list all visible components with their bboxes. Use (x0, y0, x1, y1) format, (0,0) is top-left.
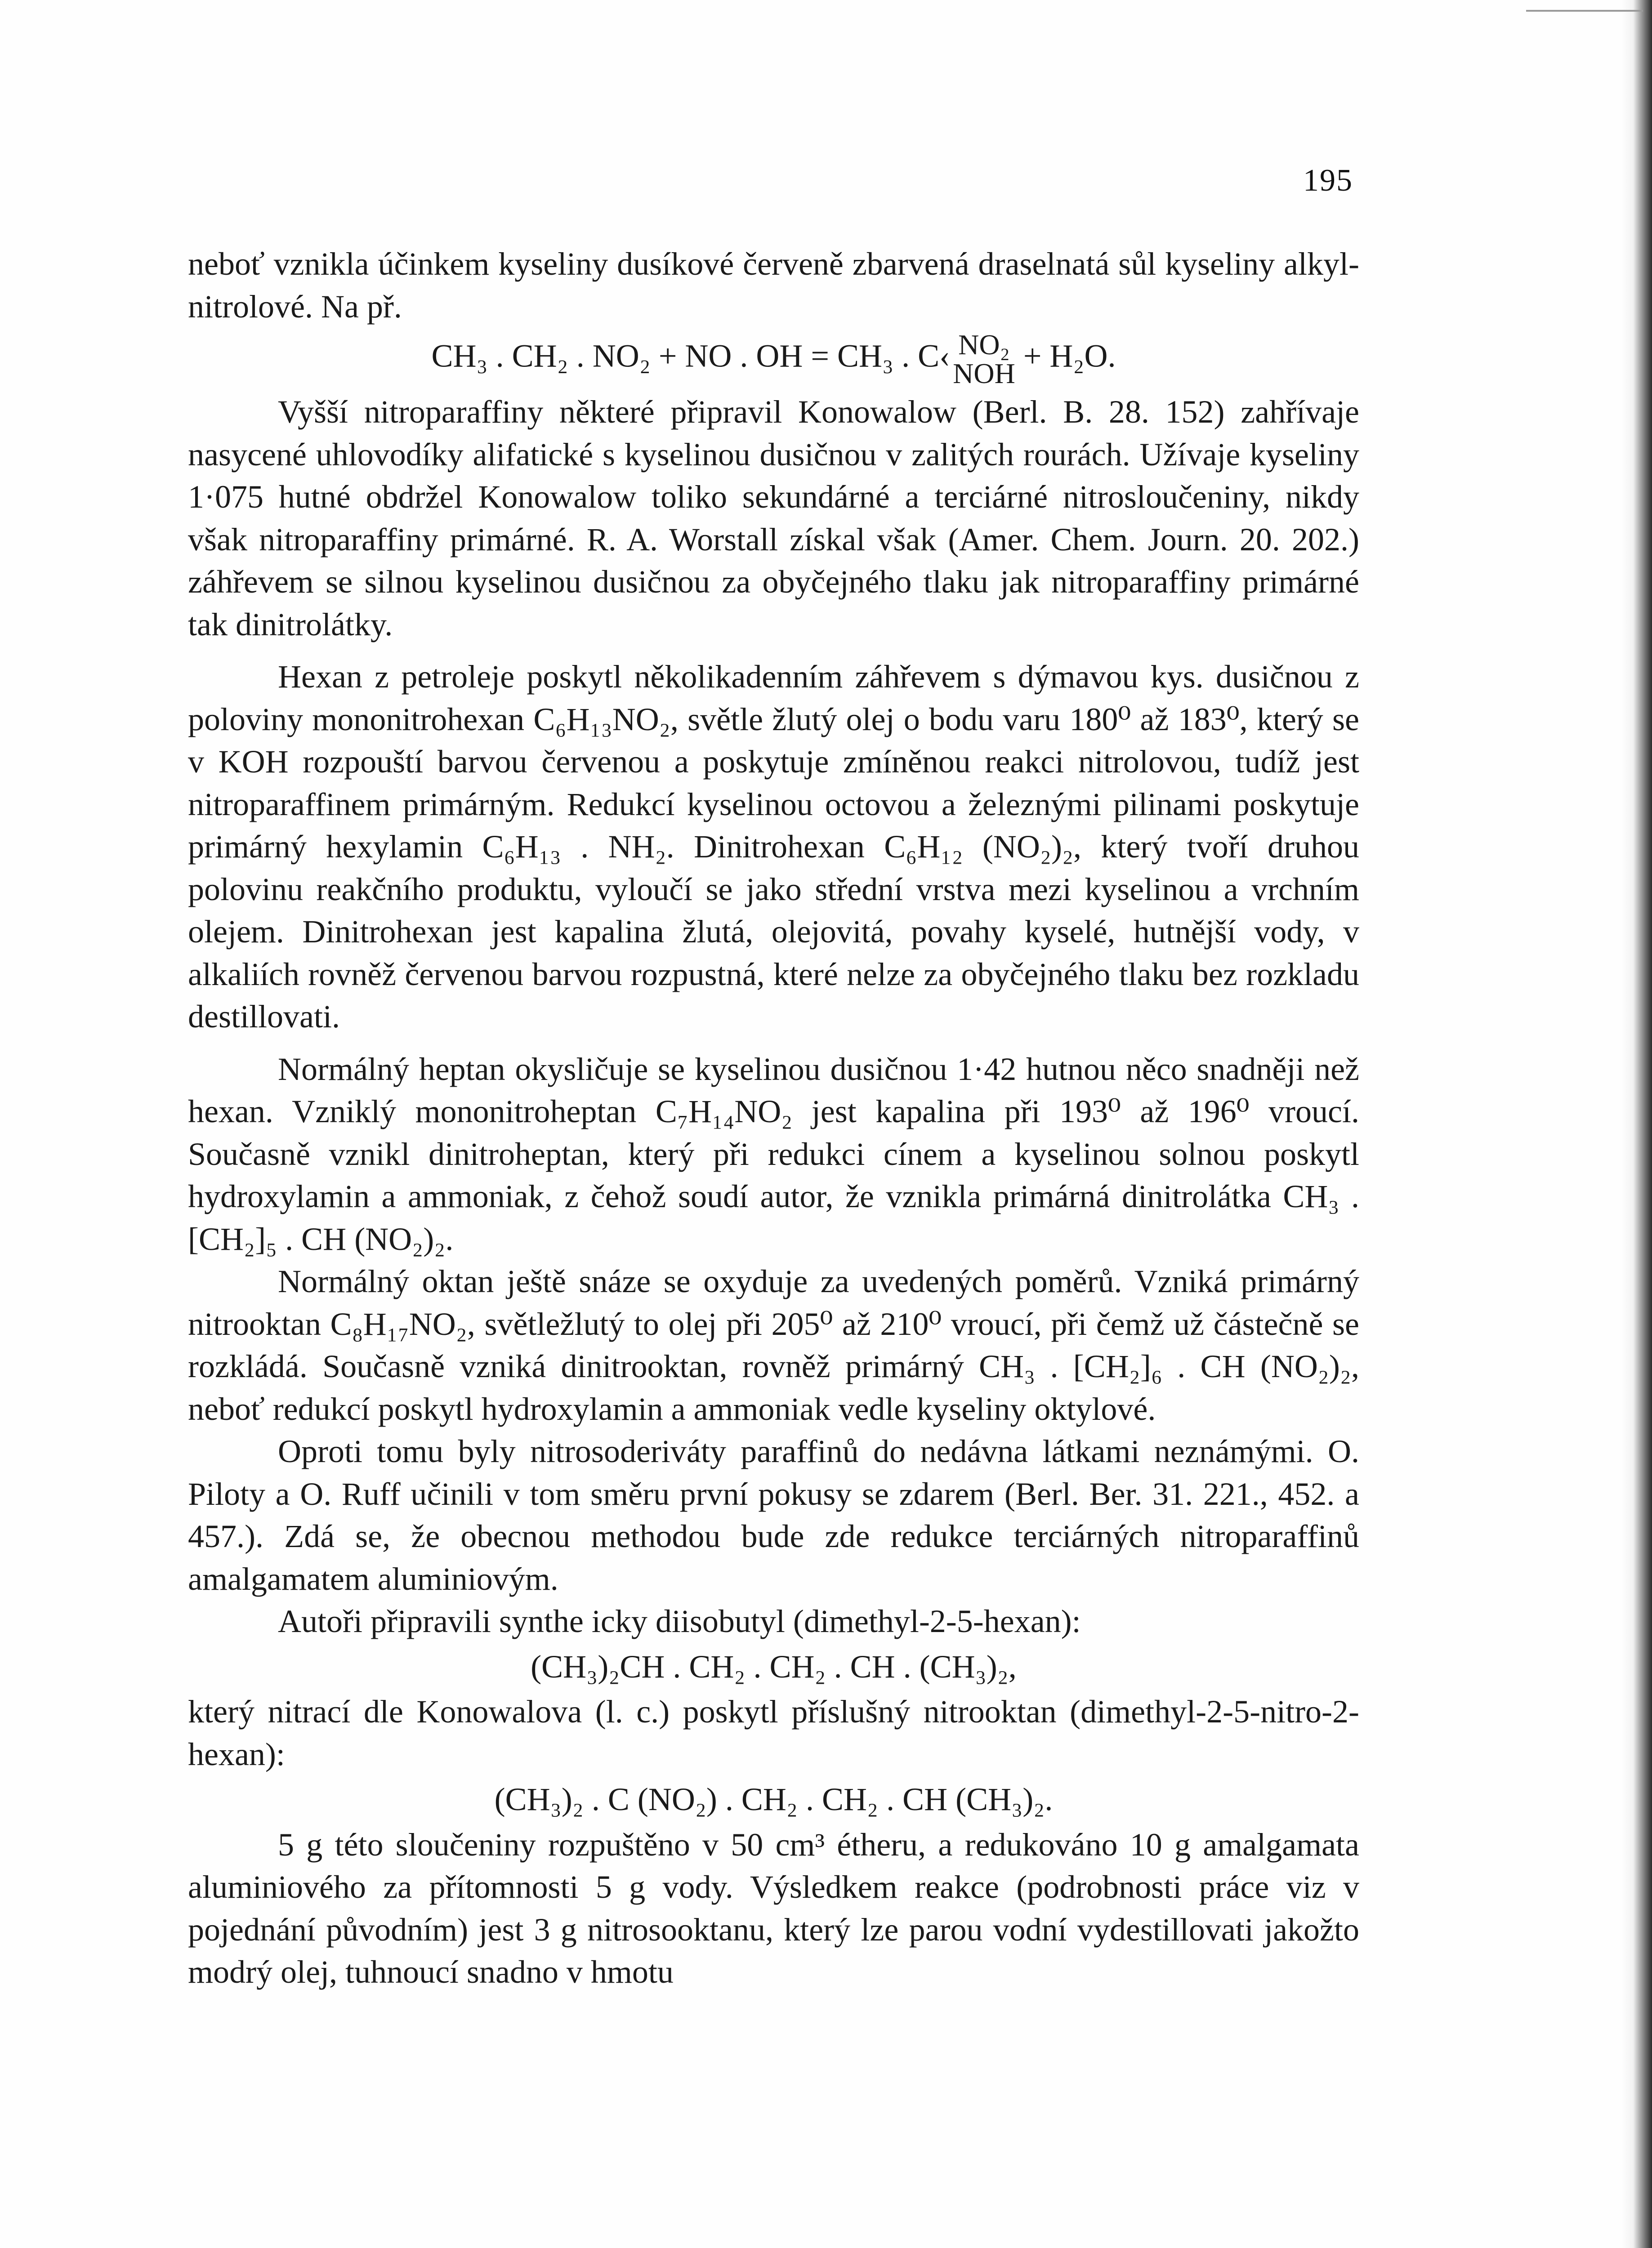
paragraph-6: Oproti tomu byly nitrosoderiváty paraffinů do nedávna látkami neznámými. O. Piloty a O. Ruff učinili v tom směru první pokusy se zdarem (Berl. Ber. 31. 221., 452. a 457.). Zdá se, že obecnou methodou bude zde redukce terciárných nitroparaffinů amalgamatem aluminiovým. (188, 1433, 1359, 1597)
body-text (188, 243, 1359, 1994)
paragraph-4: Normálný heptan okysličuje se kyselinou dusičnou 1·42 hutnou něco snadněji než hexan. Vzniklý mononitroheptan C₇H₁₄NO₂ jest kapalina při 193⁰ až 196⁰ vroucí. Současně vznikl dinitroheptan, který při redukci cínem a kyselinou solnou poskytl hydroxylamin a ammoniak, z čehož soudí autor, že vznikla primárná dinitrolátka CH₃ . [CH₂]₅ . CH (NO₂)₂. (188, 1051, 1359, 1257)
equation-3: (CH₃)₂ . C (NO₂) . CH₂ . CH₂ . CH (CH₃)₂. (494, 1781, 1053, 1817)
paragraph-8: který nitrací dle Konowalova (l. c.) poskytl příslušný nitrooktan (dimethyl-2-5-nitro-2-hexan): (188, 1694, 1359, 1772)
paragraph-9: 5 g této sloučeniny rozpuštěno v 50 cm³ étheru, a redukováno 10 g amalgamata aluminiového za přítomnosti 5 g vody. Výsledkem reakce (podrobnosti práce viz v pojednání původním) jest 3 g nitrosooktanu, který lze parou vodní vydestillovati jakožto modrý olej, tuhnoucí snadno v hmotu (188, 1826, 1359, 1990)
page-number: 195 (1303, 163, 1353, 198)
paragraph-7: Autoři připravili synthe icky diisobutyl (dimethyl-2-5-hexan): (278, 1603, 1081, 1639)
paragraph-1: neboť vznikla účinkem kyseliny dusíkové červeně zbarvená draselnatá sůl kyseliny alkyl-nitrolové. Na př. (188, 246, 1359, 325)
equation-1-left: CH₃ . CH₂ . NO₂ + NO . OH = CH₃ . C (431, 338, 940, 374)
paragraph-3: Hexan z petroleje poskytl několikadenním záhřevem s dýmavou kys. dusičnou z poloviny mononitrohexan C₆H₁₃NO₂, světle žlutý olej o bodu varu 180⁰ až 183⁰, který se v KOH rozpouští barvou červenou a poskytuje zmíněnou reakci nitrolovou, tudíž jest nitroparaffinem primárným. Redukcí kyselinou octovou a železnými pilinami poskytuje primárný hexylamin C₆H₁₃ . NH₂. Dinitrohexan C₆H₁₂ (NO₂)₂, který tvoří druhou polovinu reakčního produktu, vyloučí se jako střední vrstva mezi kyselinou a vrchním olejem. Dinitrohexan jest kapalina žlutá, olejovitá, povahy kyselé, hutnější vody, v alkaliích rovněž červenou barvou rozpustná, které nelze za obyčejného tlaku bez rozkladu destillovati. (188, 659, 1359, 1035)
equation-2: (CH₃)₂CH . CH₂ . CH₂ . CH . (CH₃)₂, (531, 1648, 1017, 1685)
equation-1 (188, 330, 1359, 388)
paragraph-5: Normálný oktan ještě snáze se oxyduje za uvedených poměrů. Vzniká primárný nitrooktan C₈H₁₇NO₂, světležlutý to olej při 205⁰ až 210⁰ vroucí, při čemž už částečně se rozkládá. Současně vzniká dinitrooktan, rovněž primárný CH₃ . [CH₂]₆ . CH (NO₂)₂, neboť redukcí poskytl hydroxylamin a ammoniak vedle kyseliny oktylové. (188, 1263, 1359, 1427)
equation-1-right: + H₂O. (1023, 338, 1116, 374)
equation-1-top: NO₂ (958, 329, 1010, 361)
bond-branch-symbol: ‹ (939, 338, 951, 374)
equation-1-bottom: NOH (953, 357, 1015, 389)
scan-corner-mark (1526, 10, 1643, 17)
paragraph-2: Vyšší nitroparaffiny některé připravil Konowalow (Berl. B. 28. 152) zahřívaje nasycené uhlovodíky alifatické s kyselinou dusičnou v zalitých rourách. Užívaje kyseliny 1·075 hutné obdržel Konowalow toliko sekundárné a terciárné nitrosloučeniny, nikdy však nitroparaffiny primárné. R. A. Worstall získal však (Amer. Chem. Journ. 20. 202.) záhřevem se silnou kyselinou dusičnou za obyčejného tlaku jak nitroparaffiny primárné tak dinitrolátky. (188, 394, 1359, 642)
scan-edge-shadow (1621, 0, 1652, 2248)
equation-1-branch (953, 330, 1015, 388)
